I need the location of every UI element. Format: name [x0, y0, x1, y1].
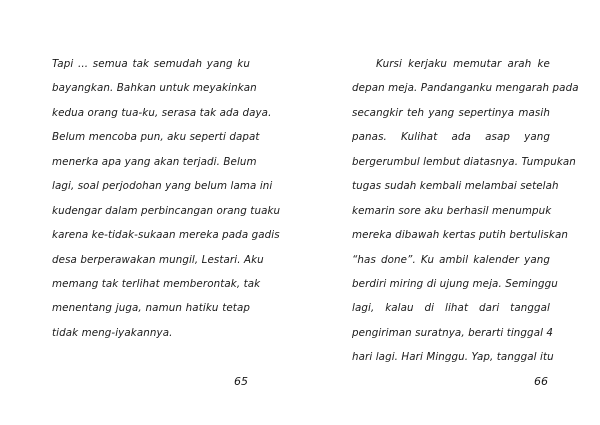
- left-page-text: [52, 52, 281, 345]
- text-line: secangkir teh yang sepertinya masih: [352, 106, 550, 119]
- text-line: kudengar dalam perbincangan orang tuaku: [52, 204, 281, 217]
- text-line: tidak meng-iyakannya.: [52, 326, 173, 339]
- text-line: memang tak terlihat memberontak, tak: [52, 277, 261, 290]
- text-line: berdiri miring di ujung meja. Seminggu: [352, 277, 558, 290]
- text-line: lagi, kalau di lihat dari tanggal: [352, 302, 550, 315]
- text-line: menerka apa yang akan terjadi. Belum: [52, 155, 257, 168]
- text-line: pengiriman suratnya, berarti tinggal 4: [352, 326, 554, 339]
- text-line: panas. Kulihat ada asap yang: [352, 131, 550, 144]
- text-line: Kursi kerjaku memutar arah ke: [376, 58, 550, 70]
- text-line: kemarin sore aku berhasil menumpuk: [352, 204, 552, 217]
- page-number: 66: [534, 375, 548, 388]
- text-line: “has done”. Ku ambil kalender yang: [352, 253, 550, 266]
- text-line: desa berperawakan mungil, Lestari. Aku: [52, 253, 264, 266]
- text-line: hari lagi. Hari Minggu. Yap, tanggal itu: [352, 351, 554, 364]
- text-line: depan meja. Pandanganku mengarah pada: [352, 82, 579, 95]
- text-line: kedua orang tua-ku, serasa tak ada daya.: [52, 106, 272, 119]
- text-line: tugas sudah kembali melambai setelah: [352, 180, 559, 193]
- text-line: lagi, soal perjodohan yang belum lama ini: [52, 180, 273, 193]
- text-line: bergerumbul lembut diatasnya. Tumpukan: [352, 155, 576, 168]
- right-page-text: [352, 52, 579, 370]
- text-line: bayangkan. Bahkan untuk meyakinkan: [52, 82, 257, 95]
- page-number: 65: [234, 375, 248, 388]
- text-line: mereka dibawah kertas putih bertuliskan: [352, 229, 568, 242]
- text-line: Belum mencoba pun, aku seperti dapat: [52, 131, 260, 144]
- text-line: karena ke-tidak-sukaan mereka pada gadis: [52, 229, 280, 242]
- text-line: Tapi ... semua tak semudah yang ku: [52, 58, 250, 70]
- text-line: menentang juga, namun hatiku tetap: [52, 302, 250, 315]
- right-page: [300, 0, 600, 425]
